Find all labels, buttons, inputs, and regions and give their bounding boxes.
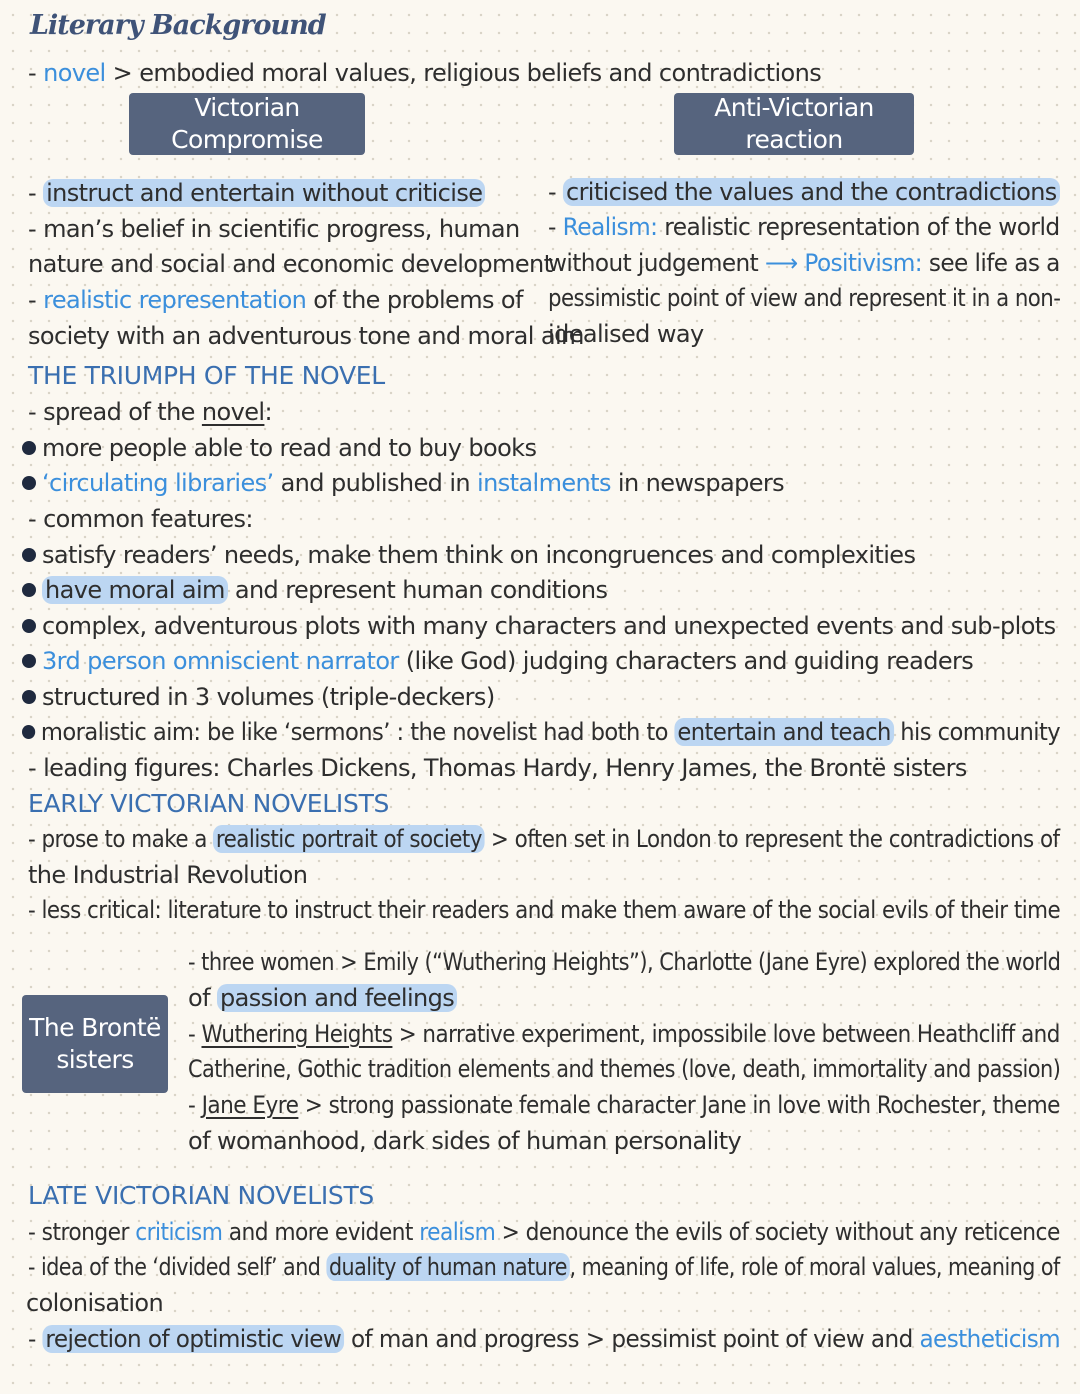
text: of the problems of [306, 286, 523, 314]
text: complex, adventurous plots with many characters and unexpected events and sub-plots [42, 612, 1056, 640]
victorian-compromise-label: Victorian Compromise [171, 93, 323, 154]
term: criticism [135, 1218, 223, 1246]
bullet-icon [22, 583, 36, 597]
highlight: have moral aim [42, 576, 228, 604]
text: > often set in London to represent the contradictions of [484, 825, 1060, 853]
highlight: instruct and entertain without criticise [43, 179, 485, 207]
right-line-3 [548, 246, 1060, 280]
text: his community [893, 718, 1061, 746]
early-line-3: - less critical: literature to instruct their readers and make them aware of the social evils of their time [28, 896, 1061, 924]
bullet-item [22, 715, 1060, 749]
arrow-right-icon: ⟶ [764, 249, 798, 277]
term: Realism: [562, 213, 658, 241]
bullet-item [22, 573, 607, 607]
page-title: Literary Background [30, 10, 326, 41]
bullet-item [22, 538, 915, 572]
term: ‘circulating libraries’ [42, 469, 274, 497]
bronte-line-3 [188, 1017, 1060, 1051]
highlight: duality of human nature [326, 1253, 569, 1281]
text: - [188, 1020, 202, 1048]
text: - idea of the ‘divided self’ and [28, 1253, 327, 1281]
text: without judgement [548, 249, 765, 277]
left-line-4: - realistic representation of the problems of [28, 286, 523, 314]
text: and represent human conditions [227, 576, 608, 604]
left-line-3: nature and social and economic development [28, 250, 553, 278]
text: > denounce the evils of society without any reticence [495, 1218, 1060, 1246]
right-line-5: idealised way [548, 320, 704, 348]
term: instalments [477, 469, 611, 497]
text: > narrative experiment, impossibile love between Heathcliff and [392, 1020, 1060, 1048]
common-features-line: - common features: [28, 505, 253, 533]
bullet-icon [22, 548, 36, 562]
text: > strong passionate female character Jane in love with Rochester, theme [298, 1091, 1060, 1119]
text: - spread of the [28, 398, 202, 426]
term: realistic representation [43, 286, 307, 314]
dash: - [28, 59, 44, 87]
bullet-item [22, 680, 495, 714]
anti-victorian-box [674, 93, 914, 155]
bullet-icon [22, 441, 36, 455]
bullet-item [22, 431, 536, 465]
highlight: criticised the values and the contradictions [563, 178, 1060, 206]
text: - [28, 1325, 43, 1353]
late-line-2 [28, 1250, 1060, 1284]
bullet-item [22, 466, 784, 500]
bullet-item [22, 644, 973, 678]
text: of [188, 984, 217, 1012]
left-line-2: - man’s belief in scientific progress, human [28, 215, 520, 243]
section-heading-late: LATE VICTORIAN NOVELISTS [28, 1181, 374, 1210]
text: more people able to read and to buy books [42, 434, 537, 462]
early-line-2: the Industrial Revolution [28, 861, 308, 889]
highlight: rejection of optimistic view [43, 1325, 345, 1353]
late-line-3: colonisation [26, 1289, 164, 1317]
bullet-icon [22, 654, 36, 668]
text: satisfy readers’ needs, make them think on incongruences and complexities [42, 541, 916, 569]
highlight: passion and feelings [217, 984, 457, 1012]
term: aestheticism [919, 1325, 1061, 1353]
bronte-label-line-1: The Brontë [29, 1013, 161, 1042]
underlined: Jane Eyre [201, 1091, 299, 1119]
highlight: realistic portrait of society [213, 825, 484, 853]
text: - [188, 1091, 202, 1119]
highlight: entertain and teach [675, 718, 894, 746]
bullet-icon [22, 476, 36, 490]
underlined: Wuthering Heights [201, 1020, 393, 1048]
late-line-4 [28, 1322, 1060, 1356]
text: - stronger [28, 1218, 136, 1246]
text: : [264, 398, 272, 426]
anti-victorian-label: Anti-Victorian reaction [714, 93, 874, 154]
bronte-label-line-2: sisters [56, 1045, 134, 1074]
novel-term: novel [43, 59, 106, 87]
right-line-4: pessimistic point of view and represent it in a non- [548, 284, 1061, 312]
text: (like God) judging characters and guiding readers [398, 647, 974, 675]
term: 3rd person omniscient narrator [42, 647, 399, 675]
underlined: novel [201, 398, 265, 426]
text: and more evident [222, 1218, 420, 1246]
text: see life as a [922, 249, 1060, 277]
left-line-5: society with an adventurous tone and moral aim [28, 322, 584, 350]
bronte-line-2 [188, 981, 457, 1015]
bronte-line-5 [188, 1088, 1060, 1122]
term: realism [419, 1218, 496, 1246]
bronte-sisters-box [22, 995, 168, 1093]
text: of man and progress > pessimist point of view and [344, 1325, 920, 1353]
early-line-1 [28, 822, 1060, 856]
text: and published in [273, 469, 478, 497]
bronte-line-4: Catherine, Gothic tradition elements and themes (love, death, immortality and passion) [188, 1055, 1061, 1083]
section-heading-early: EARLY VICTORIAN NOVELISTS [28, 789, 390, 818]
right-line-1: - criticised the values and the contradictions [548, 175, 1060, 209]
left-line-1: - instruct and entertain without criticise [28, 176, 485, 210]
spread-line [28, 395, 272, 429]
leading-figures-line: - leading figures: Charles Dickens, Thomas Hardy, Henry James, the Brontë sisters [28, 754, 967, 782]
intro-text: > embodied moral values, religious beliefs and contradictions [105, 59, 822, 87]
text: , meaning of life, role of moral values, meaning of [569, 1253, 1060, 1281]
text: structured in 3 volumes (triple-deckers) [42, 683, 495, 711]
intro-line [28, 56, 821, 90]
bullet-icon [22, 690, 36, 704]
bronte-line-6: of womanhood, dark sides of human personality [188, 1127, 742, 1155]
victorian-compromise-box [129, 93, 365, 155]
bullet-icon [22, 619, 36, 633]
late-line-1 [28, 1215, 1060, 1249]
right-line-2: - Realism: realistic representation of the world [548, 213, 1060, 241]
text: - prose to make a [28, 825, 214, 853]
text: moralistic aim: be like ‘sermons’ : the novelist had both to [40, 718, 675, 746]
term: Positivism: [797, 249, 923, 277]
bronte-line-1: - three women > Emily (“Wuthering Heights”), Charlotte (Jane Eyre) explored the world [188, 948, 1061, 976]
text: realistic representation of the world [657, 213, 1060, 241]
section-heading-triumph: THE TRIUMPH OF THE NOVEL [28, 361, 385, 390]
bullet-item [22, 609, 1056, 643]
bullet-icon [22, 725, 35, 739]
text: in newspapers [610, 469, 785, 497]
